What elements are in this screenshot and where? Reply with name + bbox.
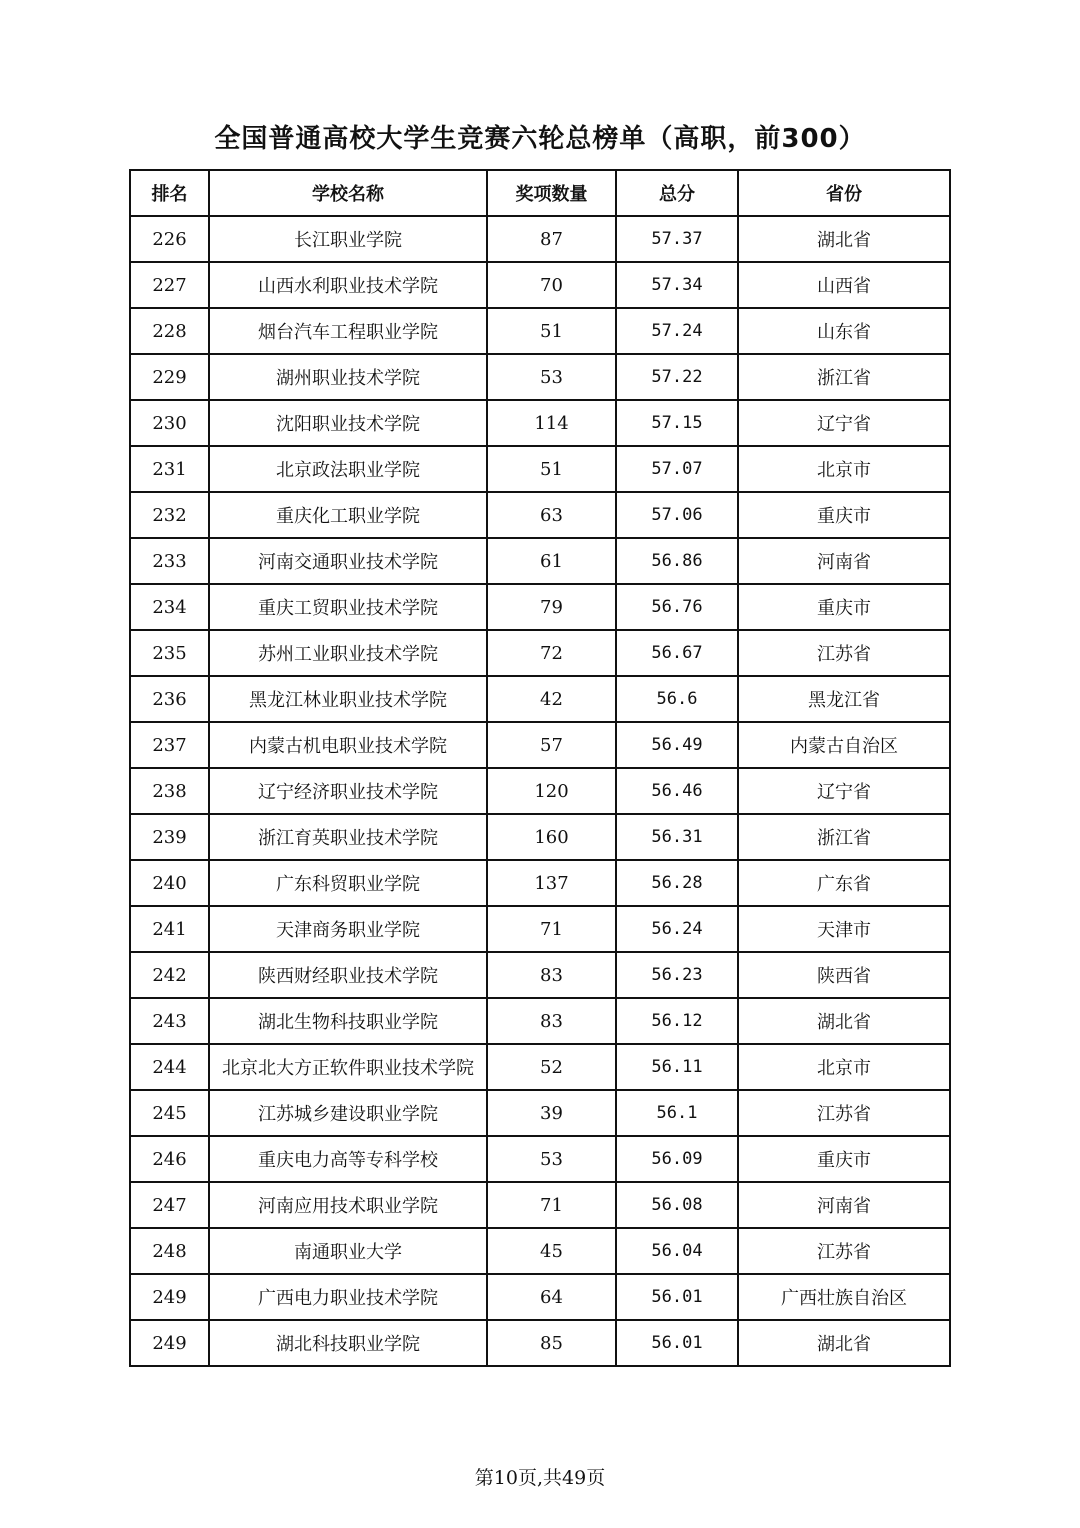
page-number: 第10页,共49页 bbox=[474, 1467, 606, 1489]
table-row bbox=[130, 906, 950, 952]
table-row bbox=[130, 216, 950, 262]
cell-awards: 70 bbox=[487, 262, 616, 308]
cell-province: 重庆市 bbox=[738, 584, 950, 630]
cell-province: 河南省 bbox=[738, 538, 950, 584]
cell-rank: 235 bbox=[130, 630, 209, 676]
cell-rank: 228 bbox=[130, 308, 209, 354]
cell-school: 南通职业大学 bbox=[209, 1228, 487, 1274]
cell-school: 河南交通职业技术学院 bbox=[209, 538, 487, 584]
cell-province: 黑龙江省 bbox=[738, 676, 950, 722]
cell-school: 陕西财经职业技术学院 bbox=[209, 952, 487, 998]
table-row bbox=[130, 308, 950, 354]
cell-awards: 57 bbox=[487, 722, 616, 768]
cell-score: 56.46 bbox=[616, 768, 738, 814]
cell-rank: 230 bbox=[130, 400, 209, 446]
cell-province: 山西省 bbox=[738, 262, 950, 308]
cell-rank: 240 bbox=[130, 860, 209, 906]
cell-awards: 51 bbox=[487, 446, 616, 492]
cell-province: 重庆市 bbox=[738, 1136, 950, 1182]
table-row bbox=[130, 998, 950, 1044]
cell-rank: 234 bbox=[130, 584, 209, 630]
cell-awards: 45 bbox=[487, 1228, 616, 1274]
cell-province: 重庆市 bbox=[738, 492, 950, 538]
cell-score: 57.34 bbox=[616, 262, 738, 308]
cell-score: 57.24 bbox=[616, 308, 738, 354]
cell-school: 烟台汽车工程职业学院 bbox=[209, 308, 487, 354]
cell-rank: 238 bbox=[130, 768, 209, 814]
header-score: 总分 bbox=[616, 170, 738, 216]
cell-rank: 243 bbox=[130, 998, 209, 1044]
cell-rank: 232 bbox=[130, 492, 209, 538]
table-row bbox=[130, 1136, 950, 1182]
ranking-table bbox=[129, 169, 951, 1367]
header-rank: 排名 bbox=[130, 170, 209, 216]
table-row bbox=[130, 1274, 950, 1320]
cell-score: 56.23 bbox=[616, 952, 738, 998]
cell-province: 江苏省 bbox=[738, 1090, 950, 1136]
cell-score: 57.15 bbox=[616, 400, 738, 446]
cell-rank: 227 bbox=[130, 262, 209, 308]
table-row bbox=[130, 860, 950, 906]
cell-awards: 71 bbox=[487, 906, 616, 952]
header-province: 省份 bbox=[738, 170, 950, 216]
page-title: 全国普通高校大学生竞赛六轮总榜单（高职，前300） bbox=[214, 124, 866, 154]
cell-awards: 87 bbox=[487, 216, 616, 262]
cell-awards: 71 bbox=[487, 1182, 616, 1228]
table-row bbox=[130, 354, 950, 400]
cell-score: 56.09 bbox=[616, 1136, 738, 1182]
cell-province: 湖北省 bbox=[738, 216, 950, 262]
cell-score: 56.49 bbox=[616, 722, 738, 768]
cell-awards: 72 bbox=[487, 630, 616, 676]
cell-awards: 39 bbox=[487, 1090, 616, 1136]
cell-score: 56.04 bbox=[616, 1228, 738, 1274]
cell-awards: 64 bbox=[487, 1274, 616, 1320]
cell-school: 广东科贸职业学院 bbox=[209, 860, 487, 906]
cell-awards: 63 bbox=[487, 492, 616, 538]
cell-school: 黑龙江林业职业技术学院 bbox=[209, 676, 487, 722]
cell-rank: 247 bbox=[130, 1182, 209, 1228]
cell-score: 56.28 bbox=[616, 860, 738, 906]
cell-province: 辽宁省 bbox=[738, 768, 950, 814]
cell-province: 辽宁省 bbox=[738, 400, 950, 446]
cell-awards: 53 bbox=[487, 1136, 616, 1182]
cell-rank: 246 bbox=[130, 1136, 209, 1182]
cell-awards: 79 bbox=[487, 584, 616, 630]
cell-score: 56.6 bbox=[616, 676, 738, 722]
table-row bbox=[130, 676, 950, 722]
cell-awards: 85 bbox=[487, 1320, 616, 1366]
cell-province: 湖北省 bbox=[738, 998, 950, 1044]
cell-school: 天津商务职业学院 bbox=[209, 906, 487, 952]
cell-rank: 237 bbox=[130, 722, 209, 768]
cell-awards: 120 bbox=[487, 768, 616, 814]
cell-province: 北京市 bbox=[738, 446, 950, 492]
cell-province: 河南省 bbox=[738, 1182, 950, 1228]
cell-school: 湖州职业技术学院 bbox=[209, 354, 487, 400]
cell-school: 重庆电力高等专科学校 bbox=[209, 1136, 487, 1182]
cell-score: 57.37 bbox=[616, 216, 738, 262]
cell-province: 湖北省 bbox=[738, 1320, 950, 1366]
cell-school: 重庆工贸职业技术学院 bbox=[209, 584, 487, 630]
cell-school: 长江职业学院 bbox=[209, 216, 487, 262]
cell-province: 天津市 bbox=[738, 906, 950, 952]
cell-school: 湖北生物科技职业学院 bbox=[209, 998, 487, 1044]
cell-rank: 244 bbox=[130, 1044, 209, 1090]
cell-province: 山东省 bbox=[738, 308, 950, 354]
cell-school: 江苏城乡建设职业学院 bbox=[209, 1090, 487, 1136]
cell-awards: 114 bbox=[487, 400, 616, 446]
cell-province: 广西壮族自治区 bbox=[738, 1274, 950, 1320]
table-row bbox=[130, 400, 950, 446]
cell-rank: 242 bbox=[130, 952, 209, 998]
cell-province: 江苏省 bbox=[738, 1228, 950, 1274]
cell-rank: 248 bbox=[130, 1228, 209, 1274]
cell-rank: 226 bbox=[130, 216, 209, 262]
cell-awards: 42 bbox=[487, 676, 616, 722]
cell-school: 北京政法职业学院 bbox=[209, 446, 487, 492]
cell-awards: 52 bbox=[487, 1044, 616, 1090]
cell-province: 广东省 bbox=[738, 860, 950, 906]
table-row bbox=[130, 768, 950, 814]
cell-rank: 245 bbox=[130, 1090, 209, 1136]
cell-awards: 160 bbox=[487, 814, 616, 860]
cell-province: 内蒙古自治区 bbox=[738, 722, 950, 768]
table-body bbox=[130, 216, 950, 1366]
header-awards: 奖项数量 bbox=[487, 170, 616, 216]
cell-score: 56.31 bbox=[616, 814, 738, 860]
cell-score: 57.22 bbox=[616, 354, 738, 400]
cell-school: 北京北大方正软件职业技术学院 bbox=[209, 1044, 487, 1090]
table-row bbox=[130, 952, 950, 998]
cell-score: 56.12 bbox=[616, 998, 738, 1044]
cell-school: 重庆化工职业学院 bbox=[209, 492, 487, 538]
cell-school: 浙江育英职业技术学院 bbox=[209, 814, 487, 860]
cell-rank: 249 bbox=[130, 1274, 209, 1320]
table-row bbox=[130, 1182, 950, 1228]
cell-province: 北京市 bbox=[738, 1044, 950, 1090]
header-school: 学校名称 bbox=[209, 170, 487, 216]
cell-awards: 83 bbox=[487, 952, 616, 998]
cell-school: 山西水利职业技术学院 bbox=[209, 262, 487, 308]
cell-score: 56.01 bbox=[616, 1320, 738, 1366]
cell-school: 辽宁经济职业技术学院 bbox=[209, 768, 487, 814]
table-row bbox=[130, 1044, 950, 1090]
cell-score: 56.08 bbox=[616, 1182, 738, 1228]
table-header-row bbox=[130, 170, 950, 216]
cell-school: 苏州工业职业技术学院 bbox=[209, 630, 487, 676]
cell-awards: 137 bbox=[487, 860, 616, 906]
cell-rank: 229 bbox=[130, 354, 209, 400]
cell-rank: 239 bbox=[130, 814, 209, 860]
cell-rank: 236 bbox=[130, 676, 209, 722]
cell-score: 56.1 bbox=[616, 1090, 738, 1136]
cell-province: 浙江省 bbox=[738, 354, 950, 400]
table-row bbox=[130, 722, 950, 768]
cell-rank: 233 bbox=[130, 538, 209, 584]
cell-score: 57.07 bbox=[616, 446, 738, 492]
cell-score: 57.06 bbox=[616, 492, 738, 538]
cell-score: 56.67 bbox=[616, 630, 738, 676]
table-row bbox=[130, 814, 950, 860]
cell-rank: 249 bbox=[130, 1320, 209, 1366]
table-row bbox=[130, 262, 950, 308]
table-row bbox=[130, 446, 950, 492]
cell-rank: 231 bbox=[130, 446, 209, 492]
cell-school: 湖北科技职业学院 bbox=[209, 1320, 487, 1366]
cell-score: 56.11 bbox=[616, 1044, 738, 1090]
cell-school: 沈阳职业技术学院 bbox=[209, 400, 487, 446]
cell-score: 56.76 bbox=[616, 584, 738, 630]
cell-awards: 83 bbox=[487, 998, 616, 1044]
cell-province: 江苏省 bbox=[738, 630, 950, 676]
table-row bbox=[130, 538, 950, 584]
table-row bbox=[130, 1090, 950, 1136]
cell-province: 浙江省 bbox=[738, 814, 950, 860]
table-row bbox=[130, 1320, 950, 1366]
cell-rank: 241 bbox=[130, 906, 209, 952]
table-row bbox=[130, 584, 950, 630]
cell-awards: 51 bbox=[487, 308, 616, 354]
cell-awards: 53 bbox=[487, 354, 616, 400]
cell-school: 河南应用技术职业学院 bbox=[209, 1182, 487, 1228]
table-row bbox=[130, 492, 950, 538]
cell-awards: 61 bbox=[487, 538, 616, 584]
cell-province: 陕西省 bbox=[738, 952, 950, 998]
table-row bbox=[130, 630, 950, 676]
cell-score: 56.01 bbox=[616, 1274, 738, 1320]
table-row bbox=[130, 1228, 950, 1274]
cell-school: 广西电力职业技术学院 bbox=[209, 1274, 487, 1320]
cell-score: 56.24 bbox=[616, 906, 738, 952]
cell-school: 内蒙古机电职业技术学院 bbox=[209, 722, 487, 768]
cell-score: 56.86 bbox=[616, 538, 738, 584]
